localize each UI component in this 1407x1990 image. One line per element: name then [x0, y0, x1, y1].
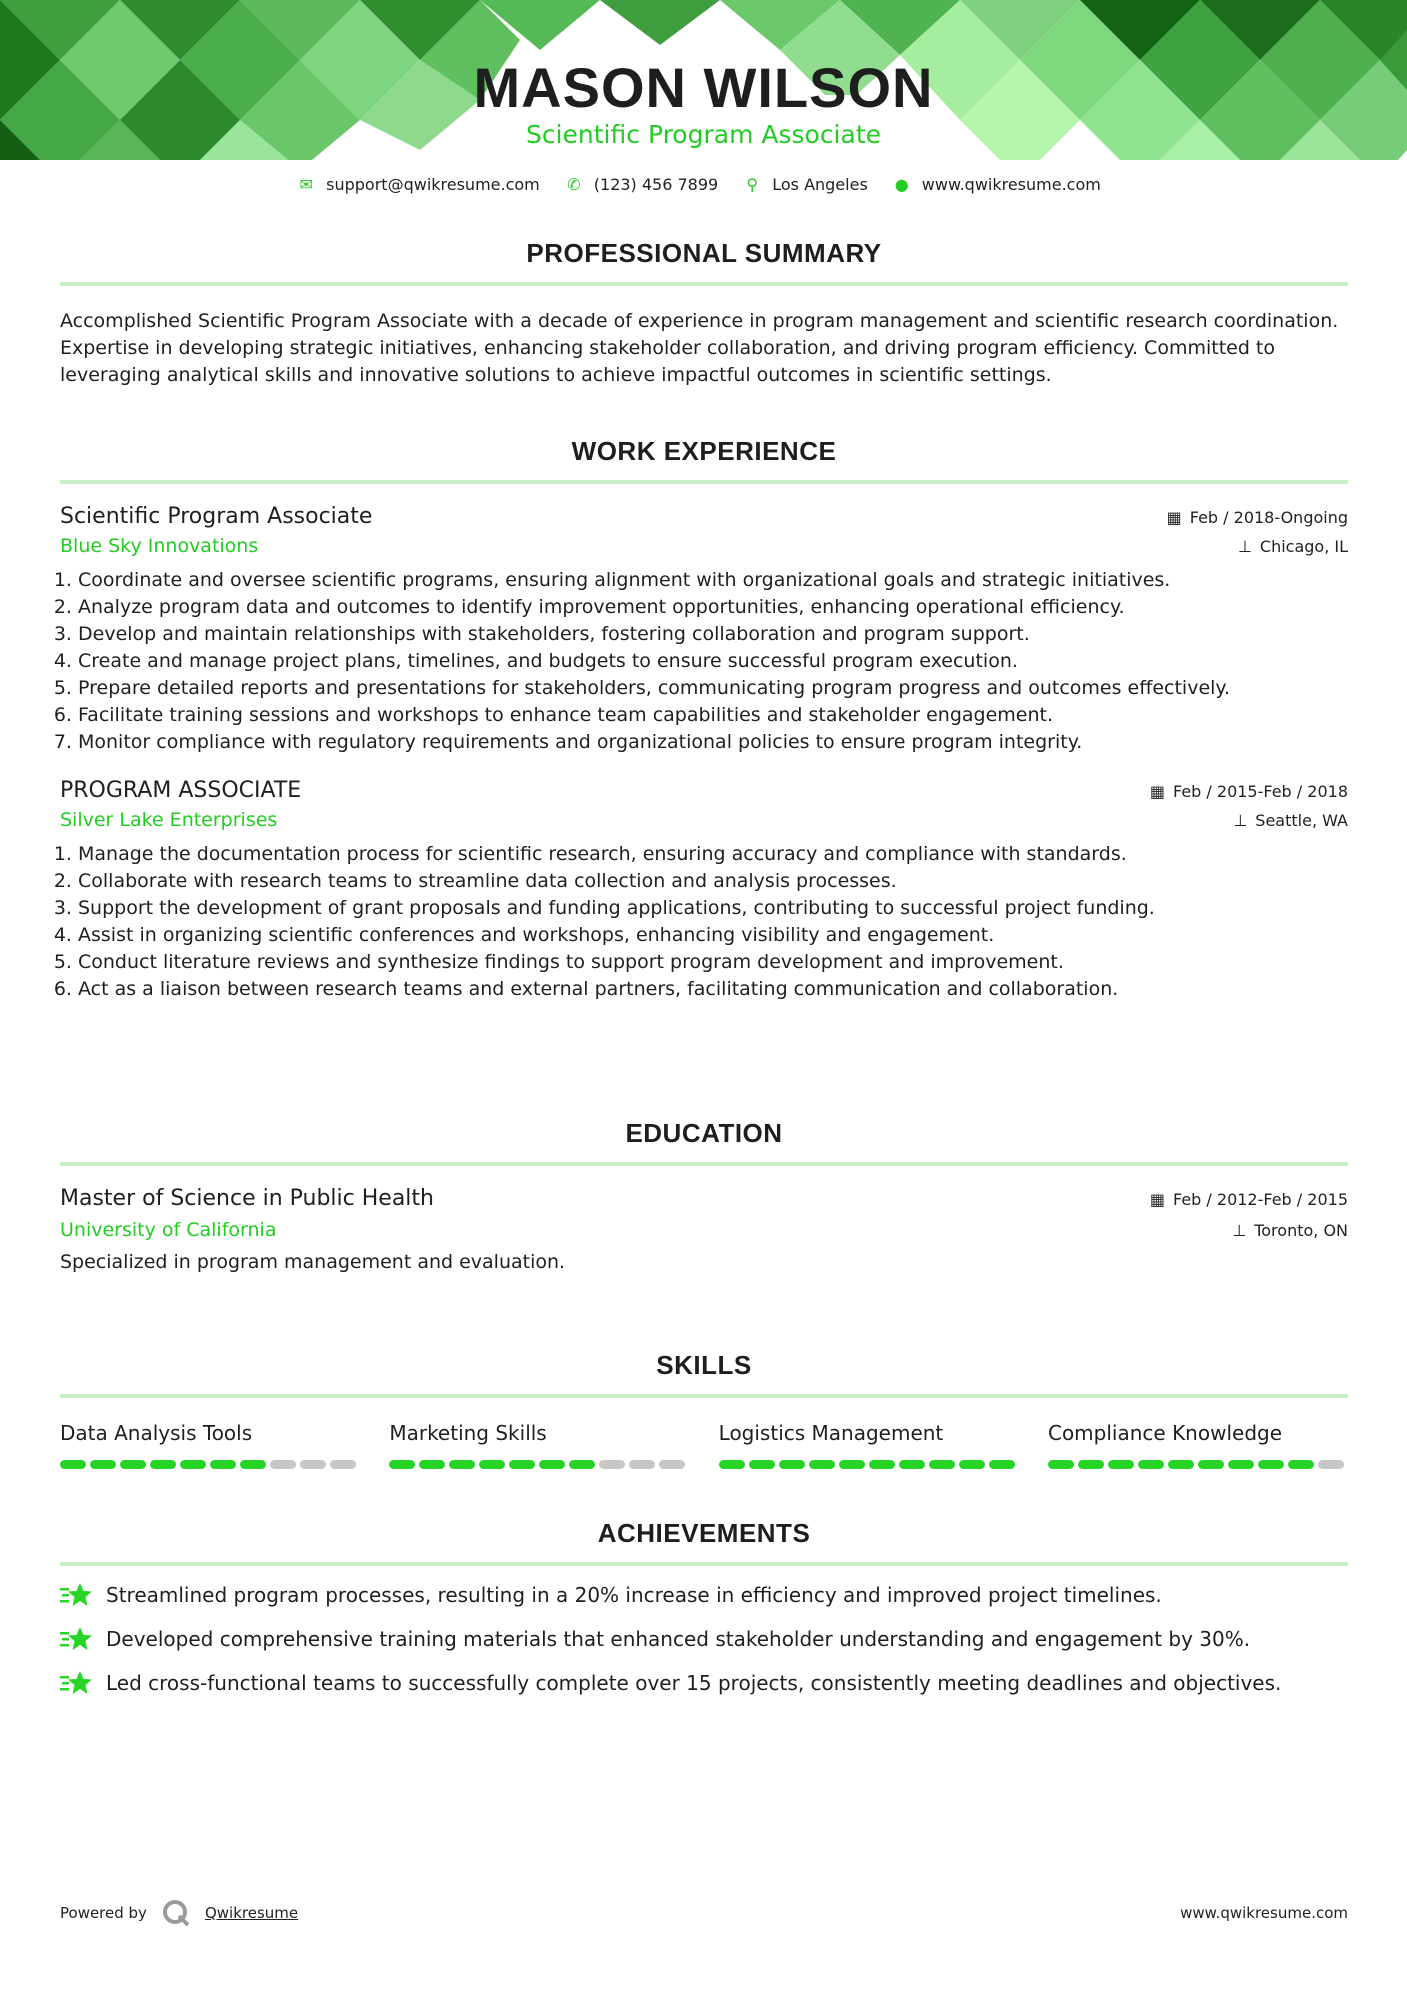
job-location-text: Seattle, WA	[1255, 811, 1348, 830]
skill-level-bar	[60, 1460, 360, 1469]
school-name: University of California	[60, 1219, 277, 1241]
skill-segment-filled	[1288, 1460, 1314, 1469]
skill-name: Compliance Knowledge	[1047, 1421, 1283, 1445]
phone-icon: ✆	[567, 174, 581, 194]
skill-segment-filled	[749, 1460, 775, 1469]
skill-segment-filled	[869, 1460, 895, 1469]
skills-section	[60, 1350, 1348, 1469]
duty-list	[60, 841, 1348, 1003]
education-location	[1232, 1221, 1348, 1240]
skill-item	[719, 1420, 1019, 1469]
calendar-icon: ▦	[1149, 782, 1165, 801]
envelope-icon: ✉	[299, 174, 313, 194]
education-dates	[1150, 1190, 1348, 1209]
achievement-item	[60, 1624, 1348, 1654]
skill-name: Marketing Skills	[389, 1421, 547, 1445]
section-divider	[60, 480, 1348, 484]
star-icon	[60, 1624, 92, 1654]
list-item: 4. Create and manage project plans, timelines, and budgets to ensure successful program execution.	[78, 648, 1348, 675]
experience-section	[60, 436, 1348, 1003]
skill-segment-filled	[210, 1460, 236, 1469]
skill-segment-empty	[629, 1460, 655, 1469]
education-location-text: Toronto, ON	[1254, 1221, 1348, 1240]
job-entry	[60, 504, 1348, 756]
job-location-text: Chicago, IL	[1259, 537, 1348, 556]
pin-icon: ⊥	[1237, 537, 1252, 556]
skill-segment-filled	[240, 1460, 266, 1469]
list-item: 6. Facilitate training sessions and workshops to enhance team capabilities and stakeholder engagement.	[78, 702, 1348, 729]
star-icon	[60, 1580, 92, 1610]
list-item: 4. Assist in organizing scientific conferences and workshops, enhancing visibility and engagement.	[78, 922, 1348, 949]
skill-segment-empty	[599, 1460, 625, 1469]
skill-segment-filled	[90, 1460, 116, 1469]
skill-segment-filled	[899, 1460, 925, 1469]
skill-segment-filled	[150, 1460, 176, 1469]
achievements-section	[60, 1518, 1348, 1698]
contact-location	[742, 175, 868, 194]
summary-section	[60, 238, 1348, 389]
star-icon	[60, 1668, 92, 1698]
skill-level-bar	[389, 1460, 689, 1469]
list-item: 1. Manage the documentation process for scientific research, ensuring accuracy and compliance with standards.	[78, 841, 1348, 868]
achievement-item	[60, 1580, 1348, 1610]
list-item: 5. Conduct literature reviews and synthesize findings to support program development and improvement.	[78, 949, 1348, 976]
footer-website[interactable]: www.qwikresume.com	[1180, 1904, 1348, 1922]
skill-segment-filled	[1048, 1460, 1074, 1469]
job-dates	[1150, 782, 1348, 801]
job-dates-text: Feb / 2015-Feb / 2018	[1173, 782, 1348, 801]
phone-text: (123) 456 7899	[593, 174, 719, 194]
skill-segment-filled	[509, 1460, 535, 1469]
skill-segment-filled	[719, 1460, 745, 1469]
candidate-role: Scientific Program Associate	[525, 120, 882, 149]
education-section	[60, 1118, 1348, 1276]
skill-item	[389, 1420, 689, 1469]
skill-segment-filled	[1108, 1460, 1134, 1469]
brand-link[interactable]: Qwikresume	[204, 1904, 299, 1922]
skill-segment-filled	[569, 1460, 595, 1469]
globe-icon: ●	[894, 174, 909, 194]
skill-segment-filled	[809, 1460, 835, 1469]
degree-title: Master of Science in Public Health	[60, 1186, 434, 1211]
achievement-item	[60, 1668, 1348, 1698]
calendar-icon: ▦	[1149, 1190, 1165, 1209]
list-item: 1. Coordinate and oversee scientific programs, ensuring alignment with organizational goals and strategic initiatives.	[78, 567, 1348, 594]
skill-level-bar	[719, 1460, 1019, 1469]
skill-segment-filled	[1138, 1460, 1164, 1469]
qwikresume-logo-icon	[161, 1898, 191, 1928]
achievement-text: Streamlined program processes, resulting in a 20% increase in efficiency and improved project timelines.	[106, 1583, 1162, 1607]
calendar-icon: ▦	[1166, 508, 1182, 527]
skill-segment-filled	[479, 1460, 505, 1469]
skills-title: SKILLS	[656, 1350, 752, 1380]
skill-segment-empty	[270, 1460, 296, 1469]
skill-segment-empty	[659, 1460, 685, 1469]
duty-list	[60, 567, 1348, 756]
list-item: 2. Analyze program data and outcomes to identify improvement opportunities, enhancing operational efficiency.	[78, 594, 1348, 621]
job-location	[1233, 811, 1348, 830]
skill-segment-filled	[120, 1460, 146, 1469]
skill-name: Logistics Management	[718, 1421, 944, 1445]
job-title: PROGRAM ASSOCIATE	[60, 778, 302, 803]
contact-bar	[0, 172, 1407, 196]
contact-email[interactable]	[296, 175, 540, 194]
footer	[60, 1898, 1348, 1928]
list-item: 7. Monitor compliance with regulatory requirements and organizational policies to ensure program integrity.	[78, 729, 1348, 756]
section-divider	[60, 1562, 1348, 1566]
email-text: support@qwikresume.com	[326, 174, 540, 194]
skill-segment-filled	[60, 1460, 86, 1469]
education-title: EDUCATION	[625, 1118, 783, 1148]
skill-item	[60, 1420, 360, 1469]
summary-title: PROFESSIONAL SUMMARY	[526, 238, 882, 268]
job-entry	[60, 778, 1348, 1003]
skill-segment-filled	[1228, 1460, 1254, 1469]
skill-segment-filled	[539, 1460, 565, 1469]
map-marker-icon: ⚲	[746, 174, 759, 194]
skill-segment-filled	[959, 1460, 985, 1469]
skill-level-bar	[1048, 1460, 1348, 1469]
list-item: 3. Develop and maintain relationships with stakeholders, fostering collaboration and program support.	[78, 621, 1348, 648]
website-text: www.qwikresume.com	[921, 174, 1101, 194]
pin-icon: ⊥	[1233, 811, 1248, 830]
pin-icon: ⊥	[1232, 1221, 1247, 1240]
candidate-name: MASON WILSON	[473, 56, 934, 119]
skill-segment-filled	[779, 1460, 805, 1469]
skill-segment-filled	[389, 1460, 415, 1469]
contact-phone[interactable]	[564, 175, 718, 194]
skill-segment-filled	[1168, 1460, 1194, 1469]
list-item: 6. Act as a liaison between research teams and external partners, facilitating communication and collaboration.	[78, 976, 1348, 1003]
company-name: Blue Sky Innovations	[60, 535, 259, 557]
section-divider	[60, 1394, 1348, 1398]
contact-website[interactable]	[892, 175, 1101, 194]
skill-segment-empty	[300, 1460, 326, 1469]
location-text: Los Angeles	[772, 174, 868, 194]
education-description: Specialized in program management and evaluation.	[60, 1251, 566, 1273]
skill-segment-filled	[1078, 1460, 1104, 1469]
powered-by-label: Powered by	[60, 1904, 147, 1922]
skill-segment-filled	[929, 1460, 955, 1469]
section-divider	[60, 1162, 1348, 1166]
skill-segment-empty	[1318, 1460, 1344, 1469]
achievement-text: Led cross-functional teams to successfully complete over 15 projects, consistently meeting deadlines and objectives.	[106, 1671, 1282, 1695]
summary-text: Accomplished Scientific Program Associate with a decade of experience in program management and scientific research coordination. Expertise in developing strategic initiatives, enhancing stakeholder collaboration, and driving program efficiency. Committed to leveraging analytical skills and innovative solutions to achieve impactful outcomes in scientific settings.	[60, 310, 1339, 386]
skill-segment-filled	[419, 1460, 445, 1469]
skill-segment-filled	[180, 1460, 206, 1469]
list-item: 5. Prepare detailed reports and presentations for stakeholders, communicating program progress and outcomes effectively.	[78, 675, 1348, 702]
skill-name: Data Analysis Tools	[60, 1421, 253, 1445]
skill-segment-filled	[1258, 1460, 1284, 1469]
list-item: 3. Support the development of grant proposals and funding applications, contributing to successful project funding.	[78, 895, 1348, 922]
skills-list	[60, 1420, 1348, 1469]
experience-title: WORK EXPERIENCE	[571, 436, 837, 466]
skill-segment-filled	[989, 1460, 1015, 1469]
achievements-title: ACHIEVEMENTS	[597, 1518, 811, 1548]
section-divider	[60, 282, 1348, 286]
skill-item	[1048, 1420, 1348, 1469]
company-name: Silver Lake Enterprises	[60, 809, 278, 831]
list-item: 2. Collaborate with research teams to streamline data collection and analysis processes.	[78, 868, 1348, 895]
education-dates-text: Feb / 2012-Feb / 2015	[1173, 1190, 1348, 1209]
skill-segment-filled	[839, 1460, 865, 1469]
skill-segment-filled	[1198, 1460, 1224, 1469]
job-dates-text: Feb / 2018-Ongoing	[1189, 508, 1348, 527]
skill-segment-empty	[330, 1460, 356, 1469]
achievement-text: Developed comprehensive training materials that enhanced stakeholder understanding and engagement by 30%.	[106, 1627, 1251, 1651]
job-title: Scientific Program Associate	[60, 504, 373, 529]
job-location	[1238, 537, 1348, 556]
skill-segment-filled	[449, 1460, 475, 1469]
job-dates	[1167, 508, 1348, 527]
